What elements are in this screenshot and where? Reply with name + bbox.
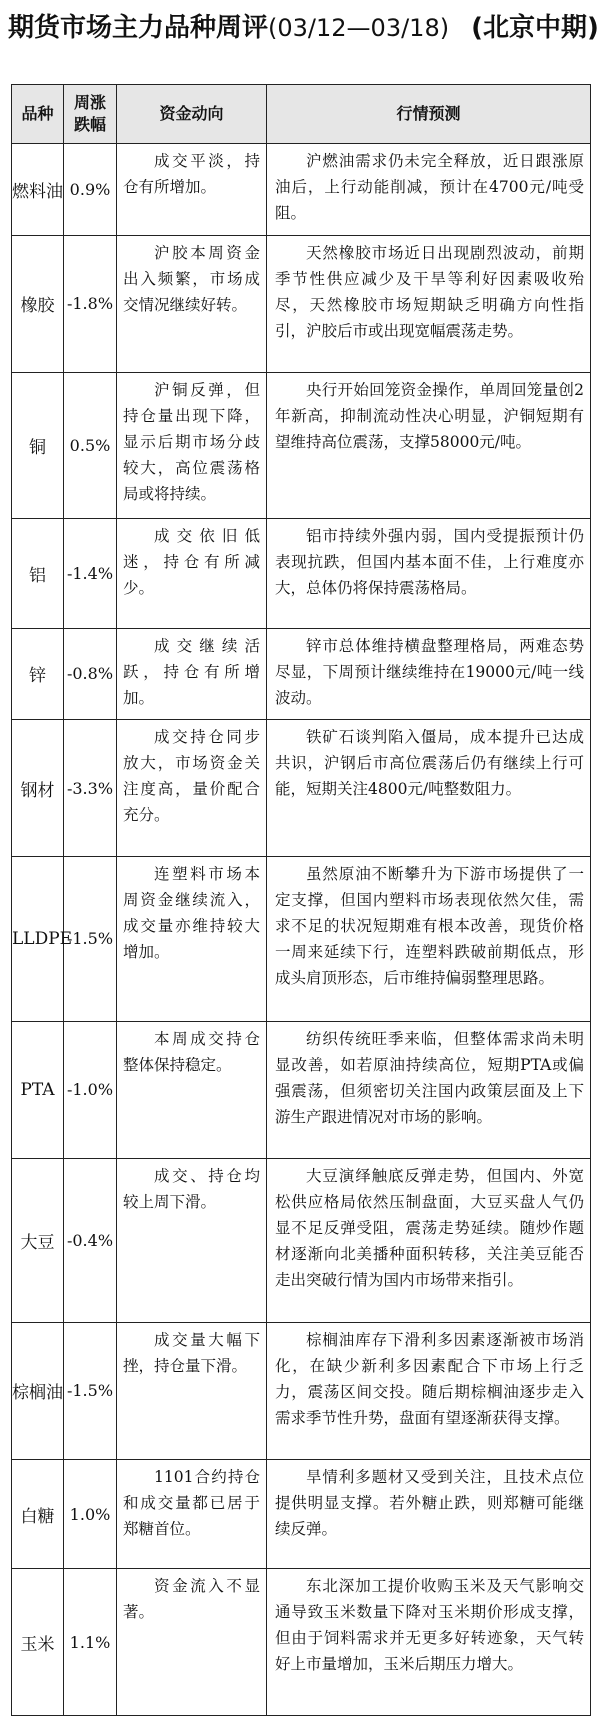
- table-header-row: [12, 85, 591, 144]
- row-forecast: 锌市总体维持横盘整理格局，两难态势尽显，下周预计继续维持在19000元/吨一线波动。: [267, 628, 591, 720]
- table-row: [12, 1158, 591, 1322]
- table-row: [12, 235, 591, 372]
- table-row: [12, 857, 591, 1021]
- title-period: (03/12—03/18): [268, 14, 450, 42]
- row-change: 1.1%: [64, 1569, 117, 1716]
- row-name: 大豆: [12, 1158, 64, 1322]
- row-fund: 成交、持仓均较上周下滑。: [117, 1158, 267, 1322]
- row-name: PTA: [12, 1021, 64, 1158]
- row-forecast: 东北深加工提价收购玉米及天气影响交通导致玉米数量下降对玉米期价形成支撑，但由于饲料需求并无更多好转迹象，天气转好上市量增加，玉米后期压力增大。: [267, 1569, 591, 1716]
- row-forecast: 棕榈油库存下滑利多因素逐渐被市场消化，在缺少新利多因素配合下市场上行乏力，震荡区间交投。随后期棕榈油逐步走入需求季节性升势，盘面有望逐渐获得支撑。: [267, 1322, 591, 1459]
- row-forecast: 铁矿石谈判陷入僵局，成本提升已达成共识，沪钢后市高位震荡后仍有继续上行可能，短期关注4800元/吨整数阻力。: [267, 720, 591, 857]
- header-change: [64, 85, 117, 144]
- header-forecast: 行情预测: [267, 85, 591, 144]
- table-row: [12, 1459, 591, 1569]
- row-fund: 沪铜反弹，但持仓量出现下降，显示后期市场分歧较大，高位震荡格局或将持续。: [117, 372, 267, 518]
- row-change: 0.9%: [64, 144, 117, 236]
- row-name: 锌: [12, 628, 64, 720]
- header-change-line2: 跌幅: [73, 115, 106, 134]
- row-change: -1.5%: [64, 857, 117, 1021]
- row-forecast: 天然橡胶市场近日出现剧烈波动，前期季节性供应减少及干旱等利好因素吸收殆尽，天然橡胶市场短期缺乏明确方向性指引，沪胶后市或出现宽幅震荡走势。: [267, 235, 591, 372]
- row-name: 棕榈油: [12, 1322, 64, 1459]
- row-fund: 1101合约持仓和成交量都已居于郑糖首位。: [117, 1459, 267, 1569]
- row-name: 铜: [12, 372, 64, 518]
- row-change: -1.4%: [64, 519, 117, 629]
- row-name: 白糖: [12, 1459, 64, 1569]
- table-row: [12, 1021, 591, 1158]
- row-change: -0.4%: [64, 1158, 117, 1322]
- row-change: -1.8%: [64, 235, 117, 372]
- row-fund: 成交继续活跃，持仓有所增加。: [117, 628, 267, 720]
- page-title: [8, 6, 598, 50]
- row-change: -0.8%: [64, 628, 117, 720]
- row-fund: 成交量大幅下挫，持仓量下滑。: [117, 1322, 267, 1459]
- row-fund: 本周成交持仓整体保持稳定。: [117, 1021, 267, 1158]
- table-row: [12, 628, 591, 720]
- row-change: -3.3%: [64, 720, 117, 857]
- row-name: 铝: [12, 519, 64, 629]
- row-change: 0.5%: [64, 372, 117, 518]
- futures-review-table: [11, 84, 591, 1716]
- row-fund: 成交平淡，持仓有所增加。: [117, 144, 267, 236]
- header-fund: 资金动向: [117, 85, 267, 144]
- row-forecast: 虽然原油不断攀升为下游市场提供了一定支撑，但国内塑料市场表现依然欠佳，需求不足的状况短期难有根本改善，现货价格一周来延续下行，连塑料跌破前期低点，形成头肩顶形态，后市维持偏弱整理思路。: [267, 857, 591, 1021]
- header-change-line1: 周涨: [73, 93, 106, 112]
- row-forecast: 沪燃油需求仍未完全释放，近日跟涨原油后，上行动能削减，预计在4700元/吨受阻。: [267, 144, 591, 236]
- row-forecast: 旱情利多题材又受到关注，且技术点位提供明显支撑。若外糖止跌，则郑糖可能继续反弹。: [267, 1459, 591, 1569]
- row-fund: 成交持仓同步放大，市场资金关注度高，量价配合充分。: [117, 720, 267, 857]
- row-change: -1.0%: [64, 1021, 117, 1158]
- row-forecast: 铝市持续外强内弱，国内受提振预计仍表现抗跌，但国内基本面不佳，上行难度亦大，总体仍将保持震荡格局。: [267, 519, 591, 629]
- row-forecast: 大豆演绎触底反弹走势，但国内、外宽松供应格局依然压制盘面，大豆买盘人气仍显不足反弹受阻，震荡走势延续。随炒作题材逐渐向北美播种面积转移，关注美豆能否走出突破行情为国内市场带来指引。: [267, 1158, 591, 1322]
- row-forecast: 纺织传统旺季来临，但整体需求尚未明显改善，如若原油持续高位，短期PTA或偏强震荡，但须密切关注国内政策层面及上下游生产跟进情况对市场的影响。: [267, 1021, 591, 1158]
- row-change: 1.0%: [64, 1459, 117, 1569]
- row-change: -1.5%: [64, 1322, 117, 1459]
- title-main: 期货市场主力品种周评: [8, 13, 269, 43]
- row-fund: 成交依旧低迷，持仓有所减少。: [117, 519, 267, 629]
- table-row: [12, 372, 591, 518]
- row-name: LLDPE: [12, 857, 64, 1021]
- table-row: [12, 1322, 591, 1459]
- row-name: 燃料油: [12, 144, 64, 236]
- row-name: 橡胶: [12, 235, 64, 372]
- row-fund: 沪胶本周资金出入频繁，市场成交情况继续好转。: [117, 235, 267, 372]
- row-fund: 资金流入不显著。: [117, 1569, 267, 1716]
- table-row: [12, 1569, 591, 1716]
- title-source: (北京中期): [471, 13, 599, 43]
- row-name: 钢材: [12, 720, 64, 857]
- row-fund: 连塑料市场本周资金继续流入，成交量亦维持较大增加。: [117, 857, 267, 1021]
- table-row: [12, 519, 591, 629]
- header-name: 品种: [12, 85, 64, 144]
- table-row: [12, 720, 591, 857]
- table-row: [12, 144, 591, 236]
- row-name: 玉米: [12, 1569, 64, 1716]
- row-forecast: 央行开始回笼资金操作，单周回笼量创2年新高，抑制流动性决心明显，沪铜短期有望维持高位震荡，支撑58000元/吨。: [267, 372, 591, 518]
